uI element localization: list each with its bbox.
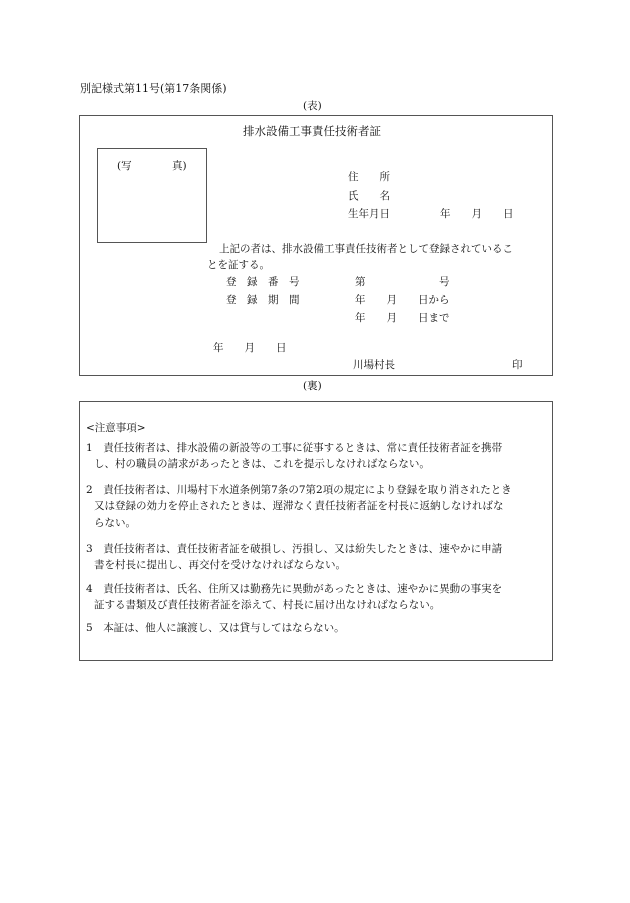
- note-line: 責任技術者は、川場村下水道条例第7条の7第2項の規定により登録を取り消されたとき: [103, 484, 512, 496]
- registration-number-value: 第 号: [355, 276, 450, 288]
- issuer: 川場村長: [353, 359, 395, 371]
- photo-label-right: 真): [172, 160, 187, 172]
- note-number: 5: [86, 622, 93, 634]
- note-line: 責任技術者は、氏名、住所又は勤務先に異動があったときは、速やかに異動の事実を: [103, 583, 503, 595]
- note-line: 責任技術者は、責任技術者証を破損し、汚損し、又は紛失したときは、速やかに申請: [103, 543, 503, 555]
- note-line: 書を村長に提出し、再交付を受けなければならない。: [94, 559, 346, 572]
- note-item-4: [86, 581, 548, 614]
- statement-line1: 上記の者は、排水設備工事責任技術者として登録されているこ: [219, 243, 513, 255]
- note-line: 本証は、他人に譲渡し、又は貸与してはならない。: [103, 622, 345, 634]
- front-label: (表): [303, 100, 322, 112]
- note-item-5: [86, 620, 548, 636]
- notes-heading: <注意事項>: [86, 422, 146, 434]
- note-line: し、村の職員の請求があったときは、これを提示しなければならない。: [94, 458, 430, 471]
- period-from: 年 月 日から: [355, 294, 450, 306]
- note-line: 証する書類及び責任技術者証を添えて、村長に届け出なければならない。: [94, 599, 441, 612]
- address-label: 住 所: [348, 171, 390, 183]
- photo-label-left: (写: [117, 160, 132, 172]
- name-label: 氏 名: [348, 190, 390, 202]
- note-number: 3: [86, 543, 93, 555]
- issue-date: 年 月 日: [213, 342, 287, 354]
- note-item-2: [86, 482, 548, 531]
- registration-period-label: 登 録 期 間: [226, 294, 300, 306]
- dob-fields: 年 月 日: [440, 208, 514, 220]
- note-item-3: [86, 541, 548, 574]
- statement-line2: とを証する。: [207, 259, 270, 271]
- dob-label: 生年月日: [348, 208, 390, 220]
- certificate-title: 排水設備工事責任技術者証: [243, 124, 381, 138]
- note-item-1: [86, 440, 548, 473]
- seal-mark: 印: [512, 359, 523, 371]
- note-line: 責任技術者は、排水設備の新設等の工事に従事するときは、常に責任技術者証を携帯: [103, 442, 503, 454]
- note-number: 4: [86, 583, 93, 595]
- back-label: (裏): [303, 380, 322, 392]
- photo-box: [97, 148, 207, 243]
- note-number: 1: [86, 442, 93, 454]
- note-line: 又は登録の効力を停止されたときは、遅滞なく責任技術者証を村長に返納しなければな: [94, 500, 504, 513]
- registration-number-label: 登 録 番 号: [226, 276, 300, 288]
- form-number: 別記様式第11号(第17条関係): [80, 82, 227, 95]
- period-to: 年 月 日まで: [355, 312, 450, 324]
- note-line: らない。: [94, 516, 136, 529]
- note-number: 2: [86, 484, 93, 496]
